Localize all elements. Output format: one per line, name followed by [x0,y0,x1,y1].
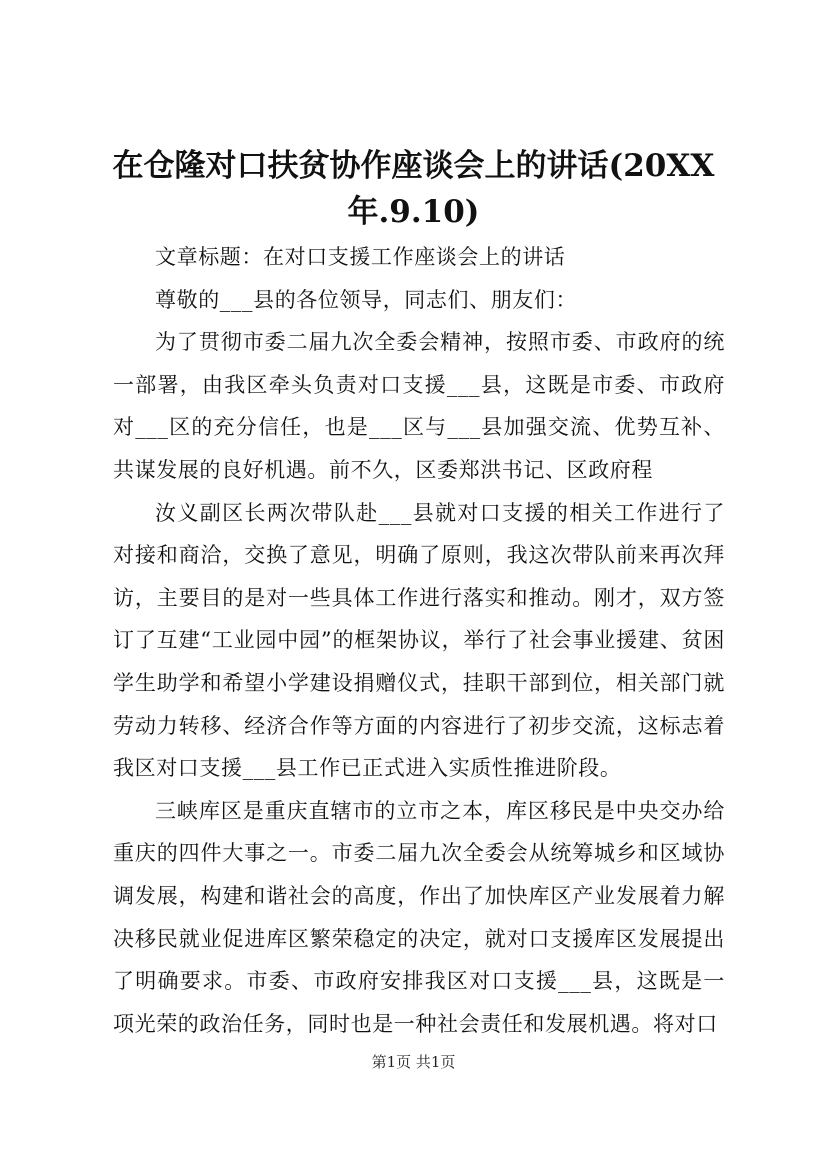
salutation: 尊敬的___县的各位领导，同志们、朋友们： [155,287,578,312]
article-title-line: 文章标题：在对口支援工作座谈会上的讲话 [155,245,566,269]
body-paragraph: 三峡库区是重庆直辖市的立市之本，库区移民是中央交办给重庆的四件大事之一。市委二届九次全委会从统筹城乡和区域协调发展，构建和谐社会的高度，作出了加快库区产业发展着力解决移民就业促进库区繁荣稳定的决定，就对口支援库区发展提出了明确要求。市委、市政府安排我区对口支援___县，这既是一项光荣的政治任务，同时也是一种社会责任和发展机遇。将对口 [113,798,725,1036]
page-number: 第1页 共1页 [371,1053,456,1071]
body-paragraph: 汝义副区长两次带队赴___县就对口支援的相关工作进行了对接和商洽，交换了意见，明确了原则，我这次带队前来再次拜访，主要目的是对一些具体工作进行落实和推动。刚才，双方签订了互建“工业园中园”的框架协议，举行了社会事业援建、贫困学生助学和希望小学建设捐赠仪式，挂职干部到位，相关部门就劳动力转移、经济合作等方面的内容进行了初步交流，这标志着我区对口支援___县工作已正式进入实质性推进阶段。 [113,500,725,781]
page-title: 在仓隆对口扶贫协作座谈会上的讲话(20XX年.9.10) [112,148,715,230]
body-paragraph: 为了贯彻市委二届九次全委会精神，按照市委、市政府的统一部署，由我区牵头负责对口支援___县，这既是市委、市政府对___区的充分信任，也是___区与___县加强交流、优势互补、共谋发展的良好机遇。前不久，区委郑洪书记、区政府程 [113,330,725,482]
document-body [113,236,725,1045]
